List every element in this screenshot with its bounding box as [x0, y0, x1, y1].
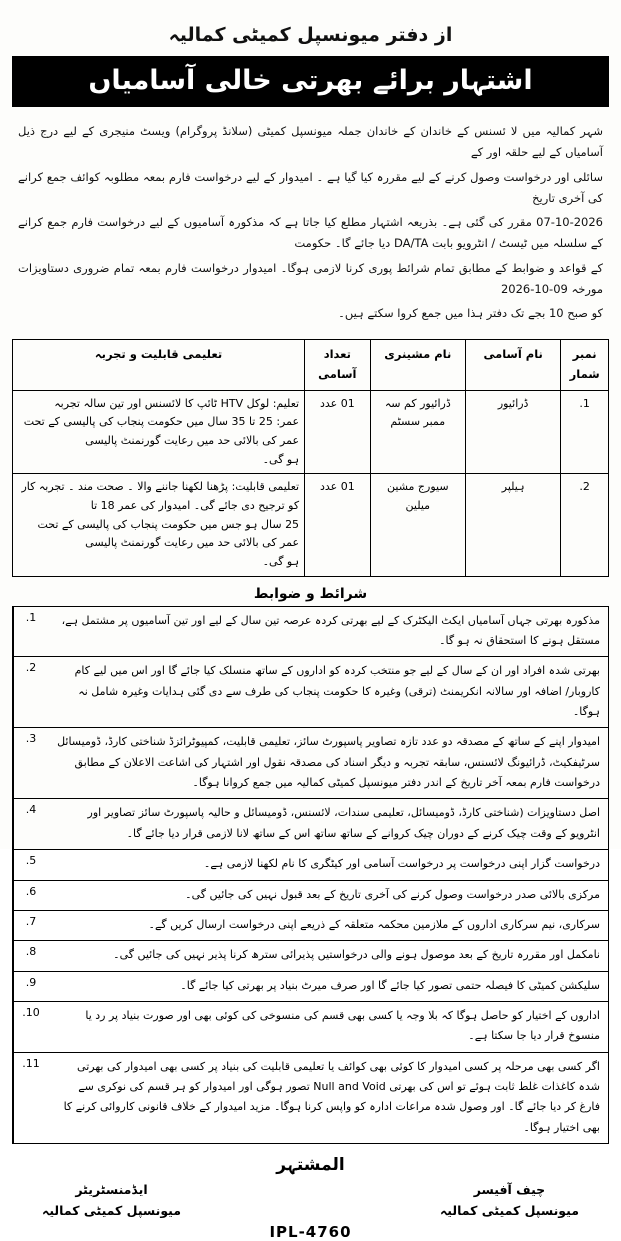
intro-line-4: کے قواعد و ضوابط کے مطابق تمام شرائط پوری کرنا لازمی ہوگا۔ امیدوار درخواست فارم بمعہ تمام ضروری دستاویزات مورخہ 09-10-2026 — [18, 260, 603, 296]
intro-line-3: 07-10-2026 مقرر کی گئی ہے۔ بذریعہ اشتہار مطلع کیا جاتا ہے کہ مذکورہ آسامیوں کے لیے درخواست فارم جمع کرانے کے سلسلہ میں ٹیسٹ / انٹرویو بابت DA/TA دیا جائے گا۔ حکومت — [18, 215, 603, 251]
list-item — [13, 850, 608, 880]
condition-9-number: 9. — [13, 972, 48, 1001]
condition-4-number: 4. — [13, 799, 48, 849]
condition-5-text: درخواست گزار اپنی درخواست پر درخواست آسامی اور کیٹگری کا نام لکھنا لازمی ہے۔ — [203, 857, 600, 871]
banner — [12, 56, 609, 107]
administrator-title: ایڈمنسٹریٹر — [75, 1181, 148, 1197]
row-1-qualification — [13, 390, 305, 474]
header-qualification: تعلیمی قابلیت و تجربہ — [13, 340, 305, 390]
chief-officer-signature-block — [440, 1179, 579, 1222]
row-2-count: 01 عدد — [305, 474, 371, 576]
list-item — [13, 1002, 608, 1053]
row-1-post: ڈرائیور — [465, 390, 560, 474]
office-line: از دفتر میونسپل کمیٹی کمالیہ — [168, 24, 453, 46]
table-header-row — [13, 340, 609, 390]
condition-1-text: مذکورہ بھرتی جہاں آسامیاں ایکٹ الیکٹرک کے لیے بھرتی کردہ عرصہ تین سال کے لیے اور تین آسامیوں پر مشتمل ہے، مستقل ہونے کا استحقاق نہ ہو گا۔ — [61, 613, 600, 648]
list-item — [13, 799, 608, 850]
condition-1-number: 1. — [13, 607, 48, 657]
list-item — [13, 728, 608, 799]
footer — [12, 1179, 609, 1222]
row-2-machinery: سیورج مشین میلین — [370, 474, 465, 576]
condition-9-text: سلیکشن کمیٹی کا فیصلہ حتمی تصور کیا جائے گا اور صرف میرٹ بنیاد پر بھرتی کیا جائے گا۔ — [180, 978, 600, 992]
jobs-table — [12, 339, 609, 576]
header-sr: نمبر شمار — [561, 340, 609, 390]
signature-word: المشتہر — [276, 1154, 345, 1175]
list-item — [13, 941, 608, 971]
intro-line-5: کو صبح 10 بجے تک دفتر ہذا میں جمع کروا سکتے ہیں۔ — [338, 306, 603, 321]
list-item — [13, 657, 608, 728]
condition-8-number: 8. — [13, 941, 48, 970]
header-count: تعداد آسامی — [305, 340, 371, 390]
condition-6-text: مرکزی بالائی صدر درخواست وصول کرنے کی آخری تاریخ کے بعد قبول نہیں کی جائیں گی۔ — [185, 887, 600, 901]
administrator-office: میونسپل کمیٹی کمالیہ — [42, 1203, 182, 1219]
condition-2-number: 2. — [13, 657, 48, 727]
chief-officer-title: چیف آفیسر — [473, 1181, 546, 1197]
row-1-qual-line-3: ہو گی۔ — [262, 452, 300, 466]
condition-10-text: اداروں کے اختیار کو حاصل ہوگا کہ بلا وجہ یا کسی بھی قسم کی منسوخی کی کوئی بھی اور صورت بنیاد پر رد یا منسوخ قرار دیا جا سکتا ہے۔ — [85, 1008, 600, 1043]
list-item — [13, 881, 608, 911]
row-2-qualification — [13, 474, 305, 576]
row-1-sr: 1. — [561, 390, 609, 474]
header-post: نام آسامی — [465, 340, 560, 390]
condition-6-number: 6. — [13, 881, 48, 910]
conditions-list — [12, 606, 609, 1144]
condition-11-text: اگر کسی بھی مرحلہ پر کسی امیدوار کا کوئی بھی کوائف یا تعلیمی قابلیت کی بنیاد پر کسی بھی امیدوار کی بھرتی شدہ کاغذات غلط ثابت ہوئے تو اس کی بھرتی Null and Void تصور ہوگی اور امیدوار کو ہر قسم کی نوکری سے فارغ کر دیا جائے گا۔ اور وصول شدہ مراعات ادارہ کو واپس کرنا ہوگا۔ مزید امیدوار کے خلاف قانونی کاروائی کرنے کا بھی اختیار ہوگا۔ — [63, 1059, 600, 1134]
table-row — [13, 390, 609, 474]
chief-officer-office: میونسپل کمیٹی کمالیہ — [439, 1203, 579, 1219]
row-1-qual-line-2: عمر: 25 تا 35 سال میں حکومت پنجاب کی پالیسی کے تحت عمر کی بالائی حد میں رعایت گورنمنٹ پالیسی — [23, 415, 300, 447]
intro-line-2: سائلی اور درخواست وصول کرنے کے لیے مقررہ کیا گیا ہے ۔ امیدوار کے لیے درخواست فارم بمعہ مطلوبہ کوائف جمع کرانے کی آخری تاریخ — [18, 169, 603, 205]
row-2-qual-line-2: 25 سال ہو جس میں حکومت پنجاب کی پالیسی کے تحت عمر کی بالائی حد میں رعایت گورنمنٹ پالیسی — [37, 517, 300, 550]
condition-5-number: 5. — [13, 850, 48, 879]
condition-4-text: اصل دستاویزات (شناختی کارڈ، ڈومیسائل، تعلیمی سندات، لائسنس، ڈومیسائل و حالیہ پاسپورٹ سائز تصاویر اور انٹرویو کے وقت چیک کرنے کے دوران چیک کروانے کے ساتھ ساتھ اس کے ساتھ لانا لازمی قرار دیا جائے گا۔ — [87, 806, 600, 840]
list-item — [13, 911, 608, 941]
table-row — [13, 474, 609, 576]
header-machinery: نام مشینری — [370, 340, 465, 390]
intro-line-1: شہر کمالیہ میں لا ئسنس کے خاندان کے خاندان جملہ میونسپل کمیٹی (سلانڈ پروگرام) ویسٹ منیجری کے لیے درج ذیل آسامیاں کے لیے حلقہ اور کے — [18, 124, 603, 160]
row-2-qual-line-3: ہو گی۔ — [262, 555, 300, 569]
row-2-post: ہیلپر — [465, 474, 560, 576]
condition-7-number: 7. — [13, 911, 48, 940]
row-1-qual-line-1: تعلیم: لوکل HTV ٹائپ کا لائسنس اور تین سالہ تجربہ — [54, 396, 300, 410]
banner-title: اشتہار برائے بھرتی خالی آسامیاں — [88, 65, 533, 96]
conditions-title: شرائط و ضوابط — [253, 585, 368, 602]
ipl-reference: IPL-4760 — [269, 1223, 352, 1241]
condition-3-number: 3. — [13, 728, 48, 798]
row-1-count: 01 عدد — [305, 390, 371, 474]
row-2-qual-line-1: تعلیمی قابلیت: پڑھنا لکھنا جاننے والا ۔ صحت مند ۔ تجربہ کار کو ترجیح دی جائے گی۔ امیدوار کی عمر 18 تا — [21, 480, 300, 512]
condition-10-number: 10. — [13, 1002, 48, 1052]
administrator-signature-block — [42, 1179, 181, 1222]
condition-3-text: امیدوار اپنے کے ساتھ کے مصدقہ دو عدد تازہ تصاویر پاسپورٹ سائز، تعلیمی قابلیت، کمپیوٹرائزڈ شناختی کارڈ، ڈومیسائل سرٹیفکیٹ، ڈرائیونگ لائسنس، سابقہ تجربہ و دیگر اسناد کی مصدقہ نقول اور اشتہار کی اشاعت الاعلان کے مطابق درخواست فارم بمعہ آخر تاریخ کے اندر دفتر میونسپل کمیٹی کمالیہ میں جمع کروانا ہوگا۔ — [57, 735, 600, 790]
list-item — [13, 607, 608, 658]
row-1-machinery: ڈرائیور کم سہ ممبر سسٹم — [370, 390, 465, 474]
list-item — [13, 972, 608, 1002]
row-2-sr: 2. — [561, 474, 609, 576]
intro-paragraph — [12, 117, 609, 333]
condition-7-text: سرکاری، نیم سرکاری اداروں کے ملازمین محکمہ متعلقہ کے ذریعے اپنی درخواست ارسال کریں گے۔ — [148, 917, 600, 931]
list-item — [13, 1053, 608, 1143]
condition-11-number: 11. — [13, 1053, 48, 1143]
condition-8-text: نامکمل اور مقررہ تاریخ کے بعد موصول ہونے والی درخواستیں پذیرائی سترھ کرنا پذیر نہیں کی جائیں گی۔ — [113, 948, 600, 962]
condition-2-text: بھرتی شدہ افراد اور ان کے سال کے لیے جو منتخب کردہ کو اداروں کے ساتھ منسلک کیا جائے گا اور اس میں لیے کام کاروبار/ اضافہ اور سالانہ انکریمنٹ (ترقی) وغیرہ کا حکومت پنجاب کی طرف سے دی گئی ہدایات وغیرہ شامل نہ ہوگا۔ — [74, 664, 600, 719]
